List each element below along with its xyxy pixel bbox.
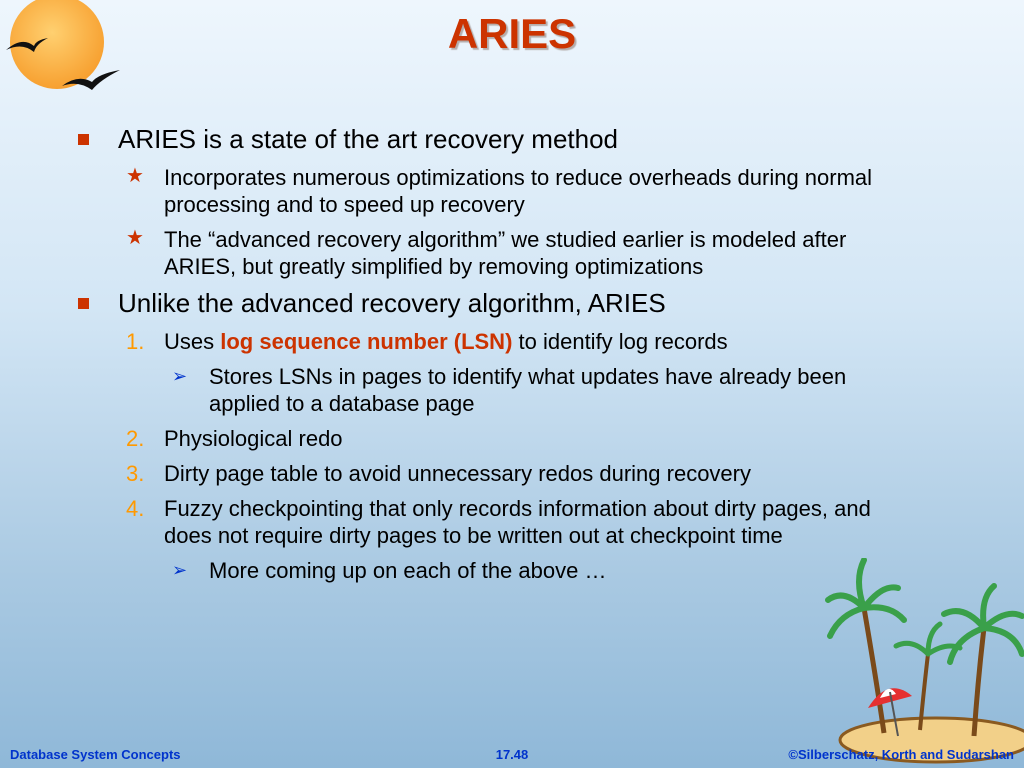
arrow-item-text: More coming up on each of the above …	[209, 558, 607, 583]
star-bullet-icon: ★	[126, 165, 144, 187]
arrow-item	[76, 557, 916, 584]
square-bullet-icon	[78, 134, 89, 145]
item-number: 3.	[126, 461, 145, 486]
bullet-item	[76, 288, 916, 318]
bullet-text: Unlike the advanced recovery algorithm, ARIES	[118, 288, 666, 318]
square-bullet-icon	[78, 298, 89, 309]
item-text: Physiological redo	[164, 426, 343, 451]
slide-content	[76, 124, 916, 592]
item-text: Dirty page table to avoid unnecessary redos during recovery	[164, 461, 751, 486]
slide-title: ARIES	[447, 10, 577, 57]
arrow-bullet-icon: ➢	[172, 366, 188, 386]
bullet-item	[76, 124, 916, 154]
footer-page-number: 17.48	[495, 747, 529, 762]
item-number: 2.	[126, 426, 145, 451]
item-text-pre: Uses	[164, 329, 221, 354]
sub-bullet-text: The “advanced recovery algorithm” we studied earlier is modeled after ARIES, but greatly simplified by removing optimizations	[164, 227, 847, 279]
palm-tree-icon	[864, 608, 884, 733]
numbered-item	[76, 495, 916, 549]
item-text: Fuzzy checkpointing that only records information about dirty pages, and does not require dirty pages to be written out at checkpoint time	[164, 496, 871, 548]
footer-copyright: ©Silberschatz, Korth and Sudarshan	[788, 747, 1014, 762]
sub-bullet-item	[76, 226, 916, 280]
numbered-item	[76, 425, 916, 452]
bullet-text: ARIES is a state of the art recovery method	[118, 124, 619, 154]
numbered-item	[76, 328, 916, 355]
numbered-item	[76, 460, 916, 487]
arrow-bullet-icon: ➢	[172, 560, 188, 580]
item-number: 4.	[126, 496, 145, 521]
lsn-highlight: log sequence number (LSN)	[220, 329, 513, 354]
arrow-item-text: Stores LSNs in pages to identify what updates have already been applied to a database page	[209, 364, 847, 416]
sub-bullet-text: Incorporates numerous optimizations to reduce overheads during normal processing and to speed up recovery	[164, 165, 873, 217]
item-text-post: to identify log records	[512, 329, 728, 354]
item-number: 1.	[126, 329, 145, 354]
sub-bullet-item	[76, 164, 916, 218]
footer-book-title: Database System Concepts	[10, 747, 181, 762]
star-bullet-icon: ★	[126, 227, 144, 249]
arrow-item	[76, 363, 916, 417]
